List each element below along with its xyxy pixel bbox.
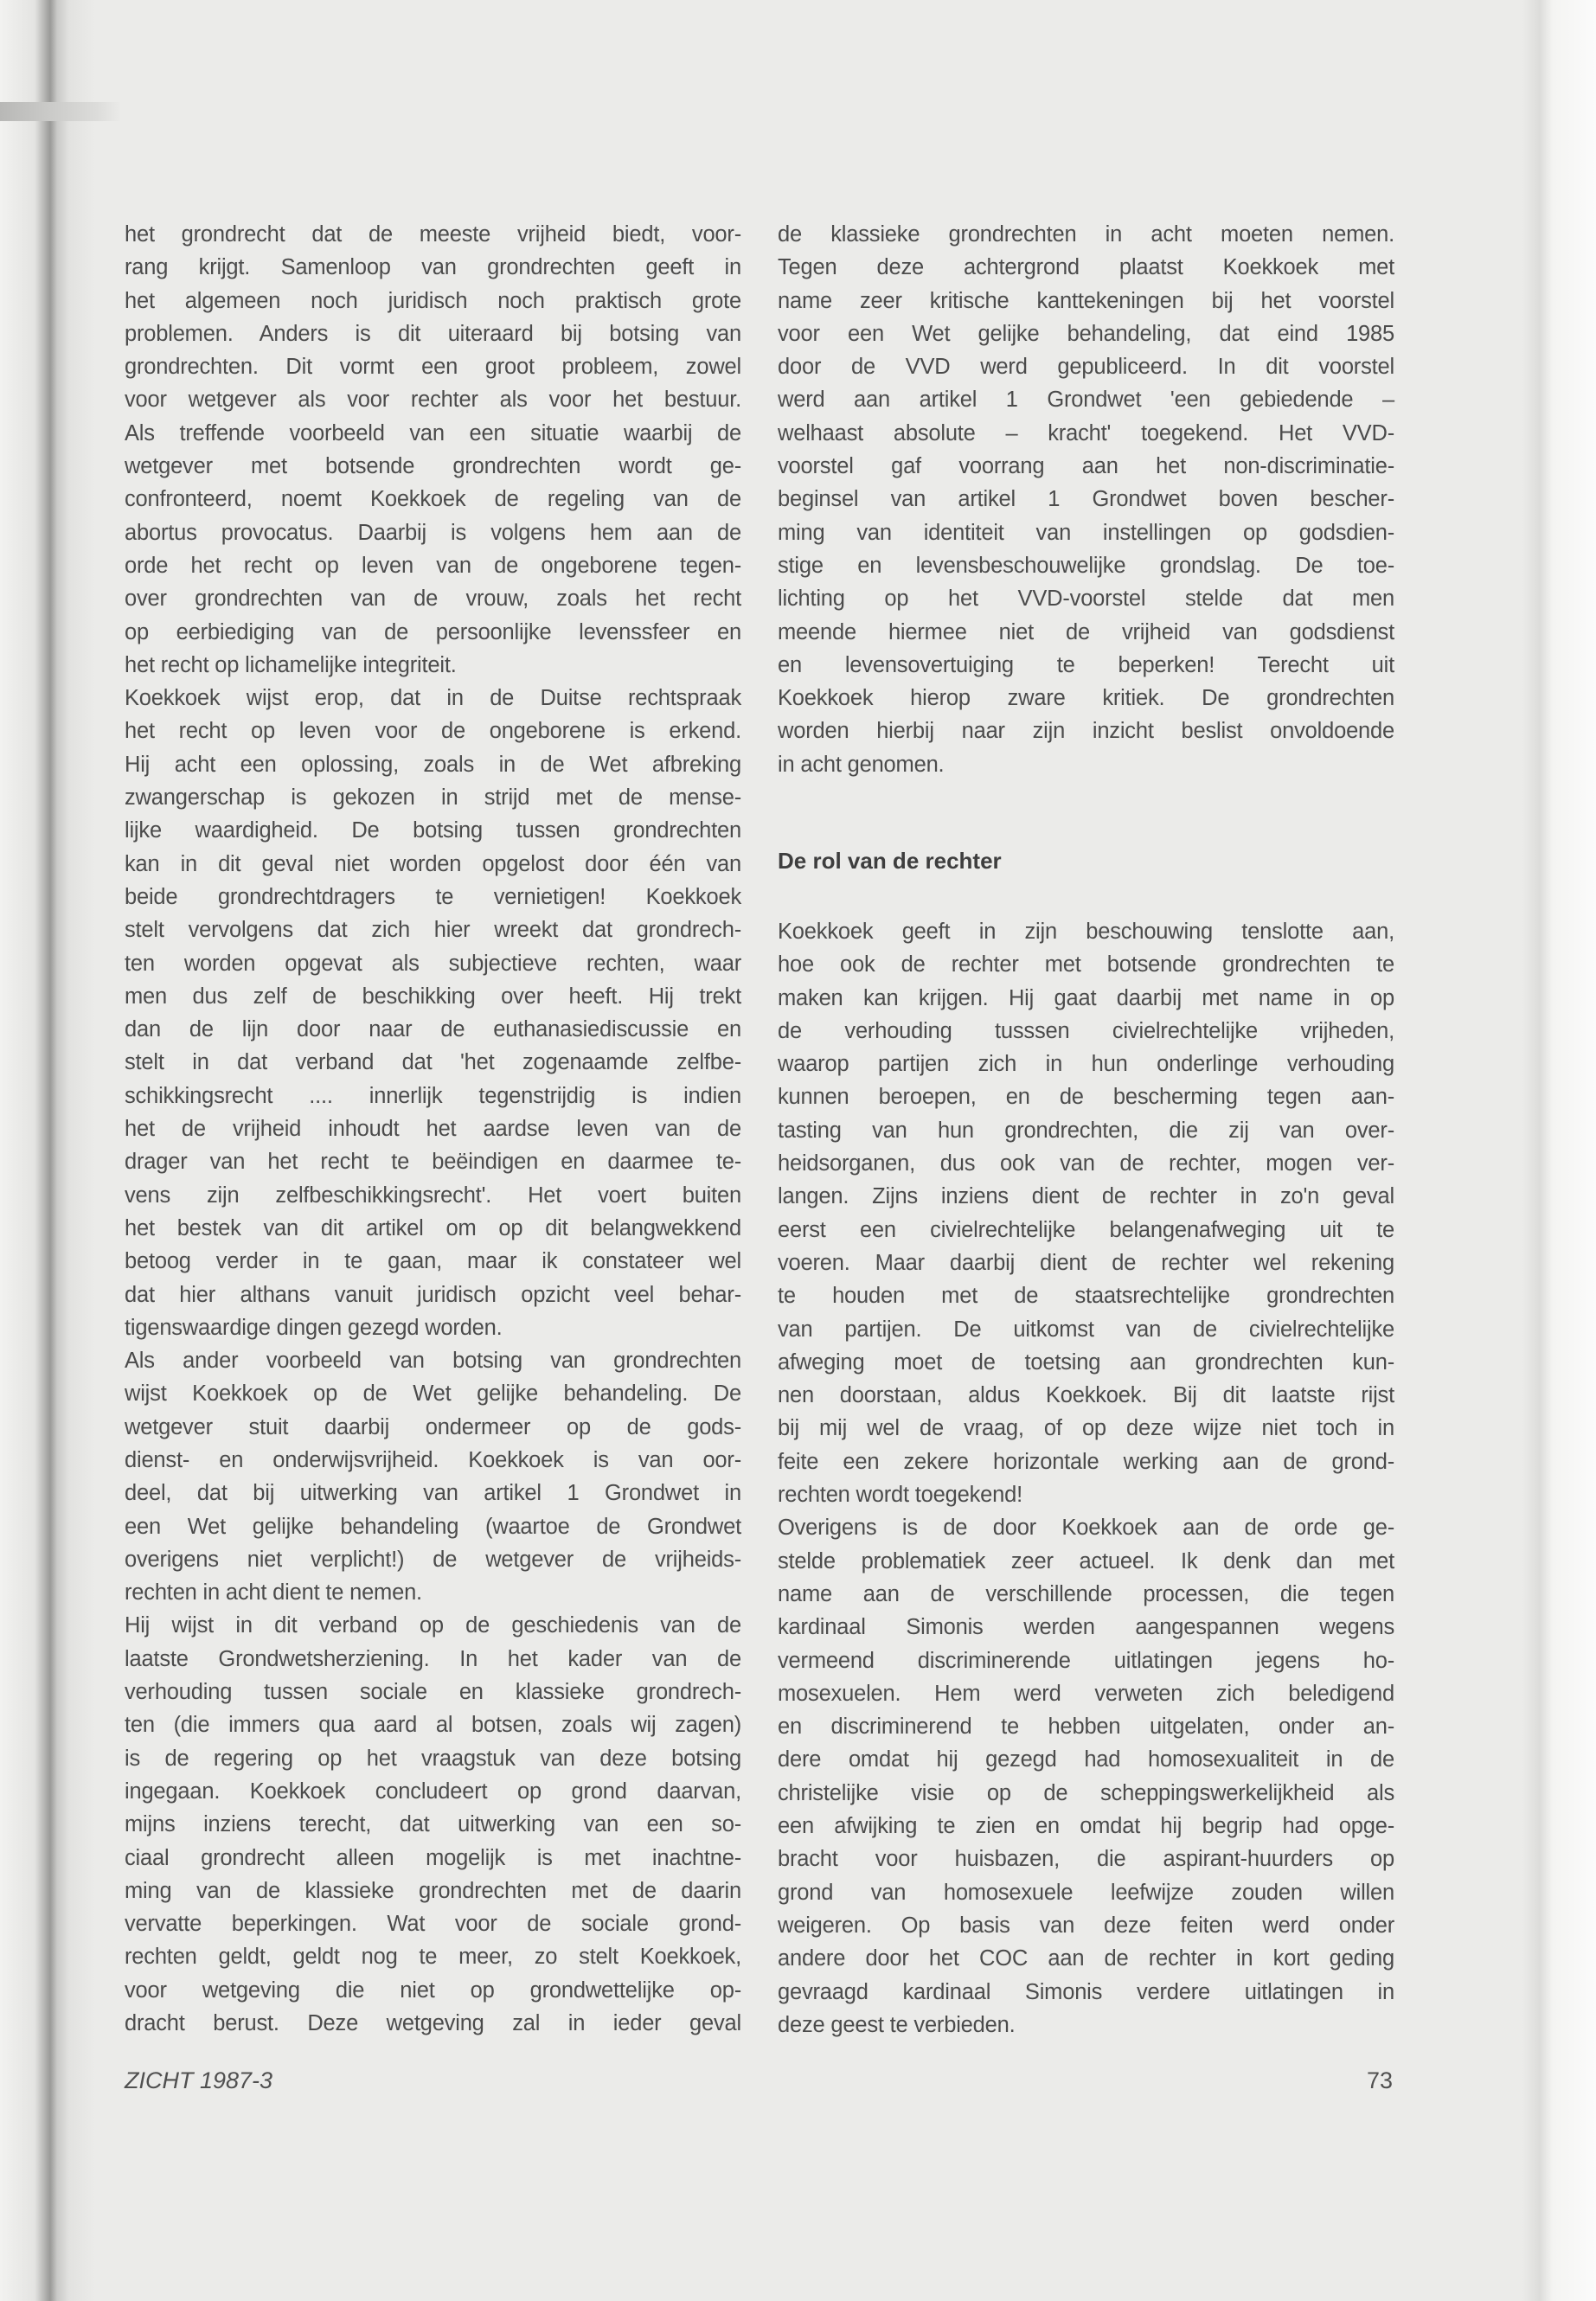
text-line: problemen. Anders is dit uiteraard bij botsing van bbox=[125, 321, 741, 346]
text-line: dan de lijn door naar de euthanasiediscussie en bbox=[125, 1017, 741, 1042]
text-line: beginsel van artikel 1 Grondwet boven bescher- bbox=[778, 487, 1394, 512]
text-line: bracht voor huisbazen, die aspirant-huurders op bbox=[778, 1847, 1394, 1872]
text-line: feite een zekere horizontale werking aan de grond- bbox=[778, 1449, 1394, 1474]
page-number: 73 bbox=[1367, 2067, 1394, 2093]
section-heading: De rol van de rechter bbox=[778, 848, 1002, 874]
text-line: en levensovertuiging te beperken! Terecht uit bbox=[778, 652, 1394, 677]
text-line: name aan de verschillende processen, die tegen bbox=[778, 1581, 1394, 1606]
text-line: deze geest te verbieden. bbox=[778, 2012, 1016, 2037]
text-line: afweging moet de toetsing aan grondrechten kun- bbox=[778, 1349, 1394, 1375]
text-line: eerst een civielrechtelijke belangenafweging uit te bbox=[778, 1217, 1394, 1242]
text-line: tigenswaardige dingen gezegd worden. bbox=[125, 1315, 503, 1340]
text-line: dracht berust. Deze wetgeving zal in ieder geval bbox=[125, 2011, 741, 2036]
text-line: gevraagd kardinaal Simonis verdere uitlatingen in bbox=[778, 1979, 1394, 2004]
text-line: Koekkoek hierop zware kritiek. De grondrechten bbox=[778, 686, 1394, 711]
text-line: grond van homosexuele leefwijze zouden willen bbox=[778, 1880, 1394, 1905]
text-line: voor wetgever als voor rechter als voor het bestuur. bbox=[125, 388, 741, 413]
text-line: welhaast absolute – kracht' toegekend. Het VVD- bbox=[778, 420, 1394, 445]
text-line: dienst- en onderwijsvrijheid. Koekkoek is van oor- bbox=[125, 1447, 741, 1472]
text-line: van partijen. De uitkomst van de civielrechtelijke bbox=[778, 1317, 1394, 1342]
text-line: kunnen beroepen, en de bescherming tegen aan- bbox=[778, 1085, 1394, 1110]
text-line: laatste Grondwetsherziening. In het kader van de bbox=[125, 1646, 741, 1671]
text-line: lijke waardigheid. De botsing tussen grondrechten bbox=[125, 818, 741, 843]
text-line: het bestek van dit artikel om op dit belangwekkend bbox=[125, 1215, 741, 1240]
text-line: mijns inziens terecht, dat uitwerking van een so- bbox=[125, 1812, 741, 1837]
text-line: het recht op leven voor de ongeborene is erkend. bbox=[125, 719, 741, 744]
text-line: de verhouding tusssen civielrechtelijke vrijheden, bbox=[778, 1018, 1394, 1043]
text-line: stelt in dat verband dat 'het zogenaamde zelfbe- bbox=[125, 1050, 741, 1075]
paragraph bbox=[778, 218, 1394, 781]
paragraph bbox=[125, 218, 741, 682]
text-line: heidsorganen, dus ook van de rechter, mogen ver- bbox=[778, 1151, 1394, 1176]
text-line: rechten in acht dient te nemen. bbox=[125, 1580, 422, 1606]
text-line: wetgever met botsende grondrechten wordt ge- bbox=[125, 454, 741, 479]
text-line: deel, dat bij uitwerking van artikel 1 Grondwet in bbox=[125, 1481, 741, 1506]
text-line: worden hierbij naar zijn inzicht beslist onvoldoende bbox=[778, 719, 1394, 744]
text-line: vervatte beperkingen. Wat voor de sociale grond- bbox=[125, 1912, 741, 1937]
text-line: voorstel gaf voorrang aan het non-discriminatie- bbox=[778, 454, 1394, 479]
text-line: lichting op het VVD-voorstel stelde dat men bbox=[778, 586, 1394, 612]
text-line: voor wetgeving die niet op grondwettelijke op- bbox=[125, 1977, 741, 2003]
left-column bbox=[125, 218, 741, 2040]
text-line: orde het recht op leven van de ongeborene tegen- bbox=[125, 553, 741, 578]
text-line: dere omdat hij gezegd had homosexualiteit in de bbox=[778, 1747, 1394, 1772]
text-line: nen doorstaan, aldus Koekkoek. Bij dit laatste rijst bbox=[778, 1383, 1394, 1408]
text-line: bij mij wel de vraag, of op deze wijze niet toch in bbox=[778, 1416, 1394, 1441]
text-line: Hij acht een oplossing, zoals in de Wet afbreking bbox=[125, 752, 741, 777]
text-line: ming van identiteit van instellingen op godsdien- bbox=[778, 520, 1394, 545]
right-column-bottom bbox=[778, 915, 1394, 2041]
text-line: Als ander voorbeeld van botsing van grondrechten bbox=[125, 1349, 741, 1374]
text-line: tasting van hun grondrechten, die zij van over- bbox=[778, 1118, 1394, 1143]
text-line: het grondrecht dat de meeste vrijheid biedt, voor- bbox=[125, 222, 741, 247]
text-line: abortus provocatus. Daarbij is volgens hem aan de bbox=[125, 520, 741, 545]
text-line: langen. Zijns inziens dient de rechter in zo'n geval bbox=[778, 1184, 1394, 1209]
text-line: ten worden opgevat als subjectieve rechten, waar bbox=[125, 951, 741, 976]
text-line: schikkingsrecht .... innerlijk tegenstrijdig is indien bbox=[125, 1083, 741, 1108]
text-line: name zeer kritische kanttekeningen bij het voorstel bbox=[778, 288, 1394, 313]
text-line: meende hiermee niet de vrijheid van godsdienst bbox=[778, 619, 1394, 644]
text-line: voeren. Maar daarbij dient de rechter wel rekening bbox=[778, 1250, 1394, 1275]
paragraph bbox=[125, 1344, 741, 1609]
paragraph bbox=[125, 682, 741, 1344]
text-line: men dus zelf de beschikking over heeft. Hij trekt bbox=[125, 984, 741, 1009]
text-line: rang krijgt. Samenloop van grondrechten geeft in bbox=[125, 255, 741, 280]
text-line: de klassieke grondrechten in acht moeten nemen. bbox=[778, 222, 1394, 247]
text-line: confronteerd, noemt Koekkoek de regeling van de bbox=[125, 487, 741, 512]
text-line: vens zijn zelfbeschikkingsrecht'. Het voert buiten bbox=[125, 1183, 741, 1208]
text-line: dat hier althans vanuit juridisch opzicht veel behar- bbox=[125, 1282, 741, 1307]
text-line: kardinaal Simonis werden aangespannen wegens bbox=[778, 1615, 1394, 1640]
text-line: wijst Koekkoek op de Wet gelijke behandeling. De bbox=[125, 1381, 741, 1407]
page-edge-strip bbox=[0, 102, 121, 121]
paragraph bbox=[778, 1511, 1394, 2041]
text-line: zwangerschap is gekozen in strijd met de mense- bbox=[125, 785, 741, 811]
text-line: maken kan krijgen. Hij gaat daarbij met name in op bbox=[778, 985, 1394, 1010]
text-line: verhouding tussen sociale en klassieke grondrech- bbox=[125, 1680, 741, 1705]
text-line: voor een Wet gelijke behandeling, dat eind 1985 bbox=[778, 321, 1394, 346]
text-line: Koekkoek geeft in zijn beschouwing tenslotte aan, bbox=[778, 920, 1394, 944]
text-line: beide grondrechtdragers te vernietigen! Koekkoek bbox=[125, 884, 741, 909]
text-line: ming van de klassieke grondrechten met de daarin bbox=[125, 1878, 741, 1903]
paragraph bbox=[125, 1609, 741, 2040]
text-line: stige en levensbeschouwelijke grondslag. De toe- bbox=[778, 553, 1394, 578]
text-line: Tegen deze achtergrond plaatst Koekkoek met bbox=[778, 255, 1394, 280]
text-line: over grondrechten van de vrouw, zoals het recht bbox=[125, 586, 741, 612]
text-line: Hij wijst in dit verband op de geschiedenis van de bbox=[125, 1613, 741, 1638]
paragraph bbox=[778, 915, 1394, 1511]
text-line: is de regering op het vraagstuk van deze botsing bbox=[125, 1746, 741, 1771]
text-line: ciaal grondrecht alleen mogelijk is met inachtne- bbox=[125, 1845, 741, 1870]
text-line: in acht genomen. bbox=[778, 752, 945, 777]
text-line: een afwijking te zien en omdat hij begrip had opge- bbox=[778, 1814, 1394, 1839]
text-line: kan in dit geval niet worden opgelost door één van bbox=[125, 851, 741, 876]
text-line: Koekkoek wijst erop, dat in de Duitse rechtspraak bbox=[125, 686, 741, 711]
text-line: Overigens is de door Koekkoek aan de orde ge- bbox=[778, 1516, 1394, 1541]
text-line: werd aan artikel 1 Grondwet 'een gebiedende – bbox=[778, 388, 1394, 413]
text-line: door de VVD werd gepubliceerd. In dit voorstel bbox=[778, 355, 1394, 380]
book-binding-shadow bbox=[0, 0, 95, 2301]
text-line: een Wet gelijke behandeling (waartoe de Grondwet bbox=[125, 1514, 741, 1539]
text-line: grondrechten. Dit vormt een groot probleem, zowel bbox=[125, 355, 741, 380]
text-line: mosexuelen. Hem werd verweten zich beledigend bbox=[778, 1681, 1394, 1706]
text-line: stelde problematiek zeer actueel. Ik denk dan met bbox=[778, 1548, 1394, 1574]
text-line: drager van het recht te beëindigen en daarmee te- bbox=[125, 1150, 741, 1175]
text-line: wetgever stuit daarbij ondermeer op de gods- bbox=[125, 1414, 741, 1439]
text-line: rechten geldt, geldt nog te meer, zo stelt Koekkoek, bbox=[125, 1945, 741, 1970]
text-line: en discriminerend te hebben uitgelaten, onder an- bbox=[778, 1715, 1394, 1740]
text-line: christelijke visie op de scheppingswerkelijkheid als bbox=[778, 1780, 1394, 1805]
text-line: stelt vervolgens dat zich hier wreekt dat grondrech- bbox=[125, 918, 741, 943]
page-right-edge bbox=[1522, 0, 1596, 2301]
text-line: ten (die immers qua aard al botsen, zoals wij zagen) bbox=[125, 1713, 741, 1738]
text-line: overigens niet verplicht!) de wetgever de vrijheids- bbox=[125, 1547, 741, 1572]
text-line: betoog verder in te gaan, maar ik constateer wel bbox=[125, 1249, 741, 1274]
text-line: rechten wordt toegekend! bbox=[778, 1483, 1022, 1508]
text-line: weigeren. Op basis van deze feiten werd onder bbox=[778, 1913, 1394, 1938]
right-column-top bbox=[778, 218, 1394, 781]
text-line: ingegaan. Koekkoek concludeert op grond daarvan, bbox=[125, 1779, 741, 1804]
text-line: het algemeen noch juridisch noch praktisch grote bbox=[125, 288, 741, 313]
text-line: hoe ook de rechter met botsende grondrechten te bbox=[778, 952, 1394, 977]
text-line: waarop partijen zich in hun onderlinge verhouding bbox=[778, 1052, 1394, 1077]
text-line: op eerbiediging van de persoonlijke levenssfeer en bbox=[125, 619, 741, 644]
text-line: het de vrijheid inhoudt het aardse leven van de bbox=[125, 1117, 741, 1142]
text-line: andere door het COC aan de rechter in kort geding bbox=[778, 1946, 1394, 1971]
text-line: Als treffende voorbeeld van een situatie waarbij de bbox=[125, 420, 741, 445]
journal-footer: ZICHT 1987-3 bbox=[125, 2067, 273, 2093]
text-line: vermeend discriminerende uitlatingen jegens ho- bbox=[778, 1648, 1394, 1673]
text-line: te houden met de staatsrechtelijke grondrechten bbox=[778, 1284, 1394, 1309]
text-line: het recht op lichamelijke integriteit. bbox=[125, 652, 457, 677]
